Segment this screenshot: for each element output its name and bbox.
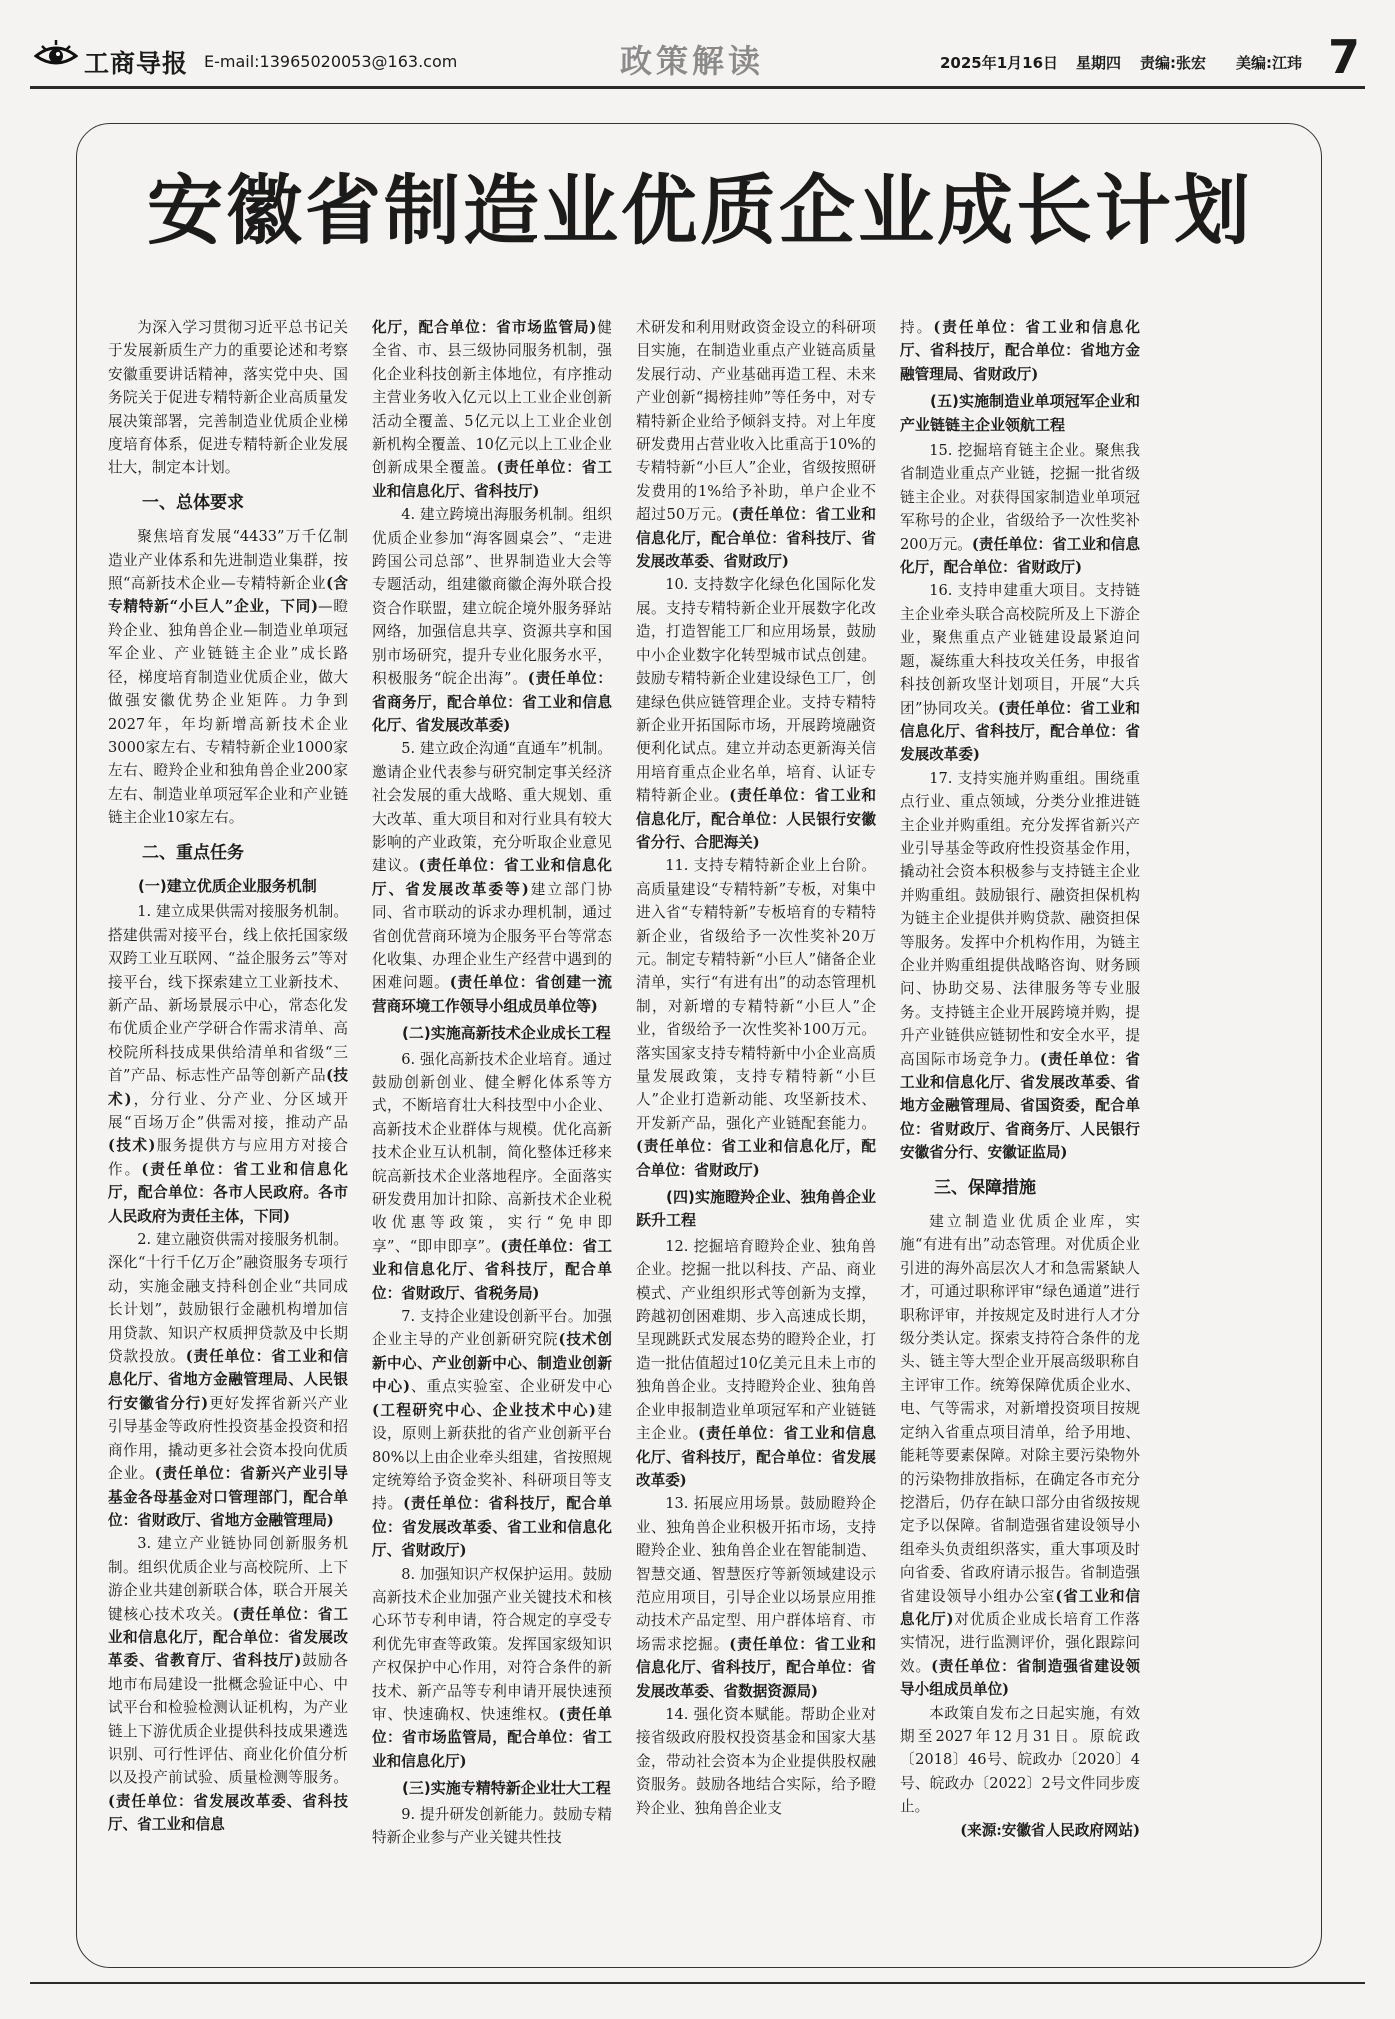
masthead [0, 0, 1395, 86]
paragraph: 1. 建立成果供需对接服务机制。搭建供需对接平台，线上依托国家级双跨工业互联网、“益企服务云”等对接平台，线下探索建立工业新技术、新产品、新场景展示中心，常态化发布优质企业产学研合作需求清单、高校院所科技成果供给清单和省级“三首”产品、标志性产品等创新产品(技术)，分行业、分产业、分区域开展“百场万企”供需对接，推动产品(技术)服务提供方与应用方对接合作。(责任单位：省工业和信息化厅，配合单位：各市人民政府。各市人民政府为责任主体，下同) [108, 903, 348, 1225]
article-column-2 [372, 316, 612, 1941]
paragraph: 12. 挖掘培育瞪羚企业、独角兽企业。挖掘一批以科技、产品、商业模式、产业组织形式等创新为支撑，跨越初创困难期、步入高速成长期，呈现跳跃式发展态势的瞪羚企业，打造一批估值超过10亿美元且未上市的独角兽企业。支持瞪羚企业、独角兽企业申报制造业单项冠军和产业链链主企业。(责任单位：省工业和信息化厅、省科技厅，配合单位：省发展改革委) [636, 1237, 876, 1489]
art-editor-credit: 美编:江玮 [1236, 54, 1302, 72]
paragraph: 6. 强化高新技术企业培育。通过鼓励创新创业、健全孵化体系等方式，不断培育壮大科技型中小企业、高新技术企业群体与规模。优化高新技术企业互认机制，简化整体迁移来皖高新技术企业落地程序。全面落实研发费用加计扣除、高新技术企业税收优惠等政策，实行“免申即享”、“即申即享”。(责任单位：省工业和信息化厅、省科技厅，配合单位：省财政厅、省税务局) [372, 1050, 612, 1302]
paragraph: 聚焦培育发展“4433”万千亿制造业产业体系和先进制造业集群，按照“高新技术企业—专精特新企业(含专精特新“小巨人”企业，下同)—瞪羚企业、独角兽企业—制造业单项冠军企业、产业链链主企业”成长路径，梯度培育制造业优质企业，做大做强安徽优势企业矩阵。力争到2027年，年均新增高新技术企业3000家左右、专精特新企业1000家左右、瞪羚企业和独角兽企业200家左右、制造业单项冠军企业和产业链链主企业10家左右。 [108, 528, 348, 827]
paragraph: 2. 建立融资供需对接服务机制。深化“十行千亿万企”融资服务专项行动，实施金融支持科创企业“共同成长计划”，鼓励银行金融机构增加信用贷款、知识产权质押贷款及中长期贷款投放。(责任单位：省工业和信息化厅、省地方金融管理局、人民银行安徽省分行)更好发挥省新兴产业引导基金等政府性投资基金投资和招商作用，撬动更多社会资本投向优质企业。(责任单位：省新兴产业引导基金各母基金对口管理部门，配合单位：省财政厅、省地方金融管理局) [108, 1231, 348, 1529]
paragraph: 15. 挖掘培育链主企业。聚焦我省制造业重点产业链，挖掘一批省级链主企业。对获得国家制造业单项冠军称号的企业，省级给予一次性奖补200万元。(责任单位：省工业和信息化厅，配合单位：省财政厅) [900, 442, 1140, 577]
paragraph: 术研发和利用财政资金设立的科研项目实施，在制造业重点产业链高质量发展行动、产业基础再造工程、未来产业创新“揭榜挂帅”等任务中，对专精特新企业给予倾斜支持。对上年度研发费用占营业收入比重高于10%的专精特新“小巨人”企业，省级按照研发费用的1%给予补助，单户企业不超过50万元。(责任单位：省工业和信息化厅，配合单位：省科技厅、省发展改革委、省财政厅) [636, 319, 876, 571]
intro-paragraph: 为深入学习贯彻习近平总书记关于发展新质生产力的重要论述和考察安徽重要讲话精神，落实党中央、国务院关于促进专精特新企业高质量发展决策部署，完善制造业优质企业梯度培育体系，促进专精特新企业发展壮大，制定本计划。 [108, 319, 348, 477]
subheading: (一)建立优质企业服务机制 [138, 876, 317, 895]
contact-email: E-mail:13965020053@163.com [204, 52, 458, 71]
paragraph: 5. 建立政企沟通“直通车”机制。邀请企业代表参与研究制定事关经济社会发展的重大战略、重大规划、重大改革、重大项目和对行业具有较大影响的产业政策，充分听取企业意见建议。(责任单位：省工业和信息化厅、省发展改革委等)建立部门协同、省市联动的诉求办理机制，通过省创优营商环境为企服务平台等常态化收集、办理企业生产经营中遇到的困难问题。(责任单位：省创建一流营商环境工作领导小组成员单位等) [372, 740, 612, 1015]
issue-weekday: 星期四 [1076, 54, 1122, 72]
paragraph: 化厅，配合单位：省市场监管局)健全省、市、县三级协同服务机制，强化企业科技创新主体地位，有序推动主营业务收入亿元以上工业企业创新活动全覆盖、5亿元以上工业企业创新机构全覆盖、10亿元以上工业企业创新成果全覆盖。(责任单位：省工业和信息化厅、省科技厅) [372, 319, 612, 500]
subheading: (三)实施专精特新企业壮大工程 [402, 1779, 611, 1798]
paragraph: 17. 支持实施并购重组。围绕重点行业、重点领域，分类分业推进链主企业并购重组。充分发挥省新兴产业引导基金等政府性投资基金作用，撬动社会资本积极参与支持链主企业并购重组。鼓励银行、融资担保机构为链主企业提供并购贷款、融资担保等服务。发挥中介机构作用，为链主企业并购重组提供战略咨询、财务顾问、协助交易、法律服务等专业服务。支持链主企业开展跨境并购，提升产业链供应链韧性和安全水平，提高国际市场竞争力。(责任单位：省工业和信息化厅、省发展改革委、省地方金融管理局、省国资委，配合单位：省财政厅、省商务厅、人民银行安徽省分行、安徽证监局) [900, 769, 1140, 1162]
article-column-1 [108, 316, 348, 1941]
paragraph: 7. 支持企业建设创新平台。加强企业主导的产业创新研究院(技术创新中心、产业创新中心、制造业创新中心)、重点实验室、企业研发中心(工程研究中心、企业技术中心)建设，原则上新获批的省产业创新平台80%以上由企业牵头组建，省按照规定统筹给予资金奖补、科研项目等支持。(责任单位：省科技厅，配合单位：省发展改革委、省工业和信息化厅、省财政厅) [372, 1308, 612, 1560]
header-divider [30, 86, 1365, 89]
issue-date: 2025年1月16日 [940, 54, 1059, 72]
footer-divider [30, 1982, 1365, 1984]
heading-overall-requirements: 一、总体要求 [142, 492, 244, 513]
paper-name: 工商导报 [84, 49, 189, 78]
paragraph: 4. 建立跨境出海服务机制。组织优质企业参加“海客圆桌会”、“走进跨国公司总部”、世界制造业大会等专题活动，组建徽商徽企海外联合投资合作联盟，建立皖企境外服务驿站网络，加强信息共享、资源共享和国别市场研究，提升专业化服务水平，积极服务“皖企出海”。(责任单位：省商务厅，配合单位：省工业和信息化厅、省发展改革委) [372, 506, 612, 734]
paragraph: 10. 支持数字化绿色化国际化发展。支持专精特新企业开展数字化改造，打造智能工厂和应用场景，鼓励中小企业数字化转型城市试点创建。鼓励专精特新企业建设绿色工厂，创建绿色供应链管理企业。支持专精特新企业开拓国际市场，开展跨境融资便利化试点。建立并动态更新海关信用培育重点企业名单，培育、认证专精特新企业。(责任单位：省工业和信息化厅，配合单位：人民银行安徽省分行、合肥海关) [636, 576, 876, 851]
paragraph: 9. 提升研发创新能力。鼓励专精特新企业参与产业关键共性技 [372, 1805, 612, 1846]
paragraph: 11. 支持专精特新企业上台阶。高质量建设“专精特新”专板，对集中进入省“专精特新”专板培育的专精特新企业，省级给予一次性奖补20万元。制定专精特新“小巨人”储备企业清单，实行“有进有出”的动态管理机制，对新增的专精特新“小巨人”企业，省级给予一次性奖补100万元。落实国家支持专精特新中小企业高质量发展政策，支持专精特新“小巨人”企业打造新动能、攻坚新技术、开发新产品，强化产业链配套能力。(责任单位：省工业和信息化厅，配合单位：省财政厅) [636, 857, 876, 1179]
subheading: (五)实施制造业单项冠军企业和产业链链主企业领航工程 [900, 392, 1140, 434]
paragraph: 本政策自发布之日起实施，有效期至2027年12月31日。原皖政〔2018〕46号、皖政办〔2020〕4号、皖政办〔2022〕2号文件同步废止。 [900, 1704, 1140, 1816]
editor-credit: 责编:张宏 [1140, 54, 1206, 72]
source-credit: (来源:安徽省人民政府网站) [960, 1821, 1140, 1839]
subheading: (四)实施瞪羚企业、独角兽企业跃升工程 [636, 1188, 876, 1230]
paragraph: 16. 支持申建重大项目。支持链主企业牵头联合高校院所及上下游企业，聚焦重点产业链建设最紧迫问题，凝练重大科技攻关任务，申报省科技创新攻坚计划项目，开展“大兵团”协同攻关。(责任单位：省工业和信息化厅、省科技厅，配合单位：省发展改革委) [900, 582, 1140, 764]
article-headline: 安徽省制造业优质企业成长计划 [147, 166, 1253, 255]
article-column-4 [900, 316, 1140, 1941]
section-title: 政策解读 [620, 42, 765, 80]
heading-key-tasks: 二、重点任务 [142, 842, 244, 863]
paragraph: 3. 建立产业链协同创新服务机制。组织优质企业与高校院所、上下游企业共建创新联合体，联合开展关键核心技术攻关。(责任单位：省工业和信息化厅，配合单位：省发展改革委、省教育厅、省科技厅)鼓励各地市布局建设一批概念验证中心、中试平台和检验检测认证机构，为产业链上下游优质企业提供科技成果遴选识别、可行性评估、商业化价值分析以及投产前试验、质量检测等服务。(责任单位：省发展改革委、省科技厅、省工业和信息 [108, 1535, 348, 1834]
paragraph: 持。(责任单位：省工业和信息化厅、省科技厅，配合单位：省地方金融管理局、省财政厅) [900, 319, 1140, 383]
page-number: 7 [1328, 30, 1361, 84]
eye-logo-icon [34, 38, 78, 72]
subheading: (二)实施高新技术企业成长工程 [402, 1024, 611, 1043]
paragraph: 13. 拓展应用场景。鼓励瞪羚企业、独角兽企业积极开拓市场，支持瞪羚企业、独角兽企业在智能制造、智慧交通、智慧医疗等新领域建设示范应用项目，引导企业以场景应用推动技术产品定型、用户群体培育、市场需求挖掘。(责任单位：省工业和信息化厅、省科技厅，配合单位：省发展改革委、省数据资源局) [636, 1495, 876, 1700]
paragraph: 14. 强化资本赋能。帮助企业对接省级政府股权投资基金和国家大基金，带动社会资本为企业提供股权融资服务。鼓励各地结合实际，给予瞪羚企业、独角兽企业支 [636, 1705, 876, 1817]
paragraph: 8. 加强知识产权保护运用。鼓励高新技术企业加强产业关键技术和核心环节专利申请，符合规定的享受专利优先审查等政策。发挥国家级知识产权保护中心作用，对符合条件的新技术、新产品等专利申请开展快速预审、快速确权、快速维权。(责任单位：省市场监管局，配合单位：省工业和信息化厅) [372, 1565, 612, 1770]
article-column-3 [636, 316, 876, 1941]
paragraph: 建立制造业优质企业库，实施“有进有出”动态管理。对优质企业引进的海外高层次人才和急需紧缺人才，可通过职称评审“绿色通道”进行职称评审，并按规定及时进行人才分级分类认定。探索支持符合条件的龙头、链主等大型企业开展高级职称自主评审工作。统筹保障优质企业水、电、气等需求，对新增投资项目按规定纳入省重点项目清单，给予用地、能耗等要素保障。对除主要污染物外的污染物排放指标，在确定各市充分挖潜后，仍存在缺口部分由省级按规定予以保障。省制造强省建设领导小组牵头负责组织落实，重大事项及时向省委、省政府请示报告。省制造强省建设领导小组办公室(省工业和信息化厅)对优质企业成长培育工作落实情况，进行监测评价，强化跟踪问效。(责任单位：省制造强省建设领导小组成员单位) [900, 1213, 1140, 1699]
heading-safeguard-measures: 三、保障措施 [934, 1177, 1036, 1198]
